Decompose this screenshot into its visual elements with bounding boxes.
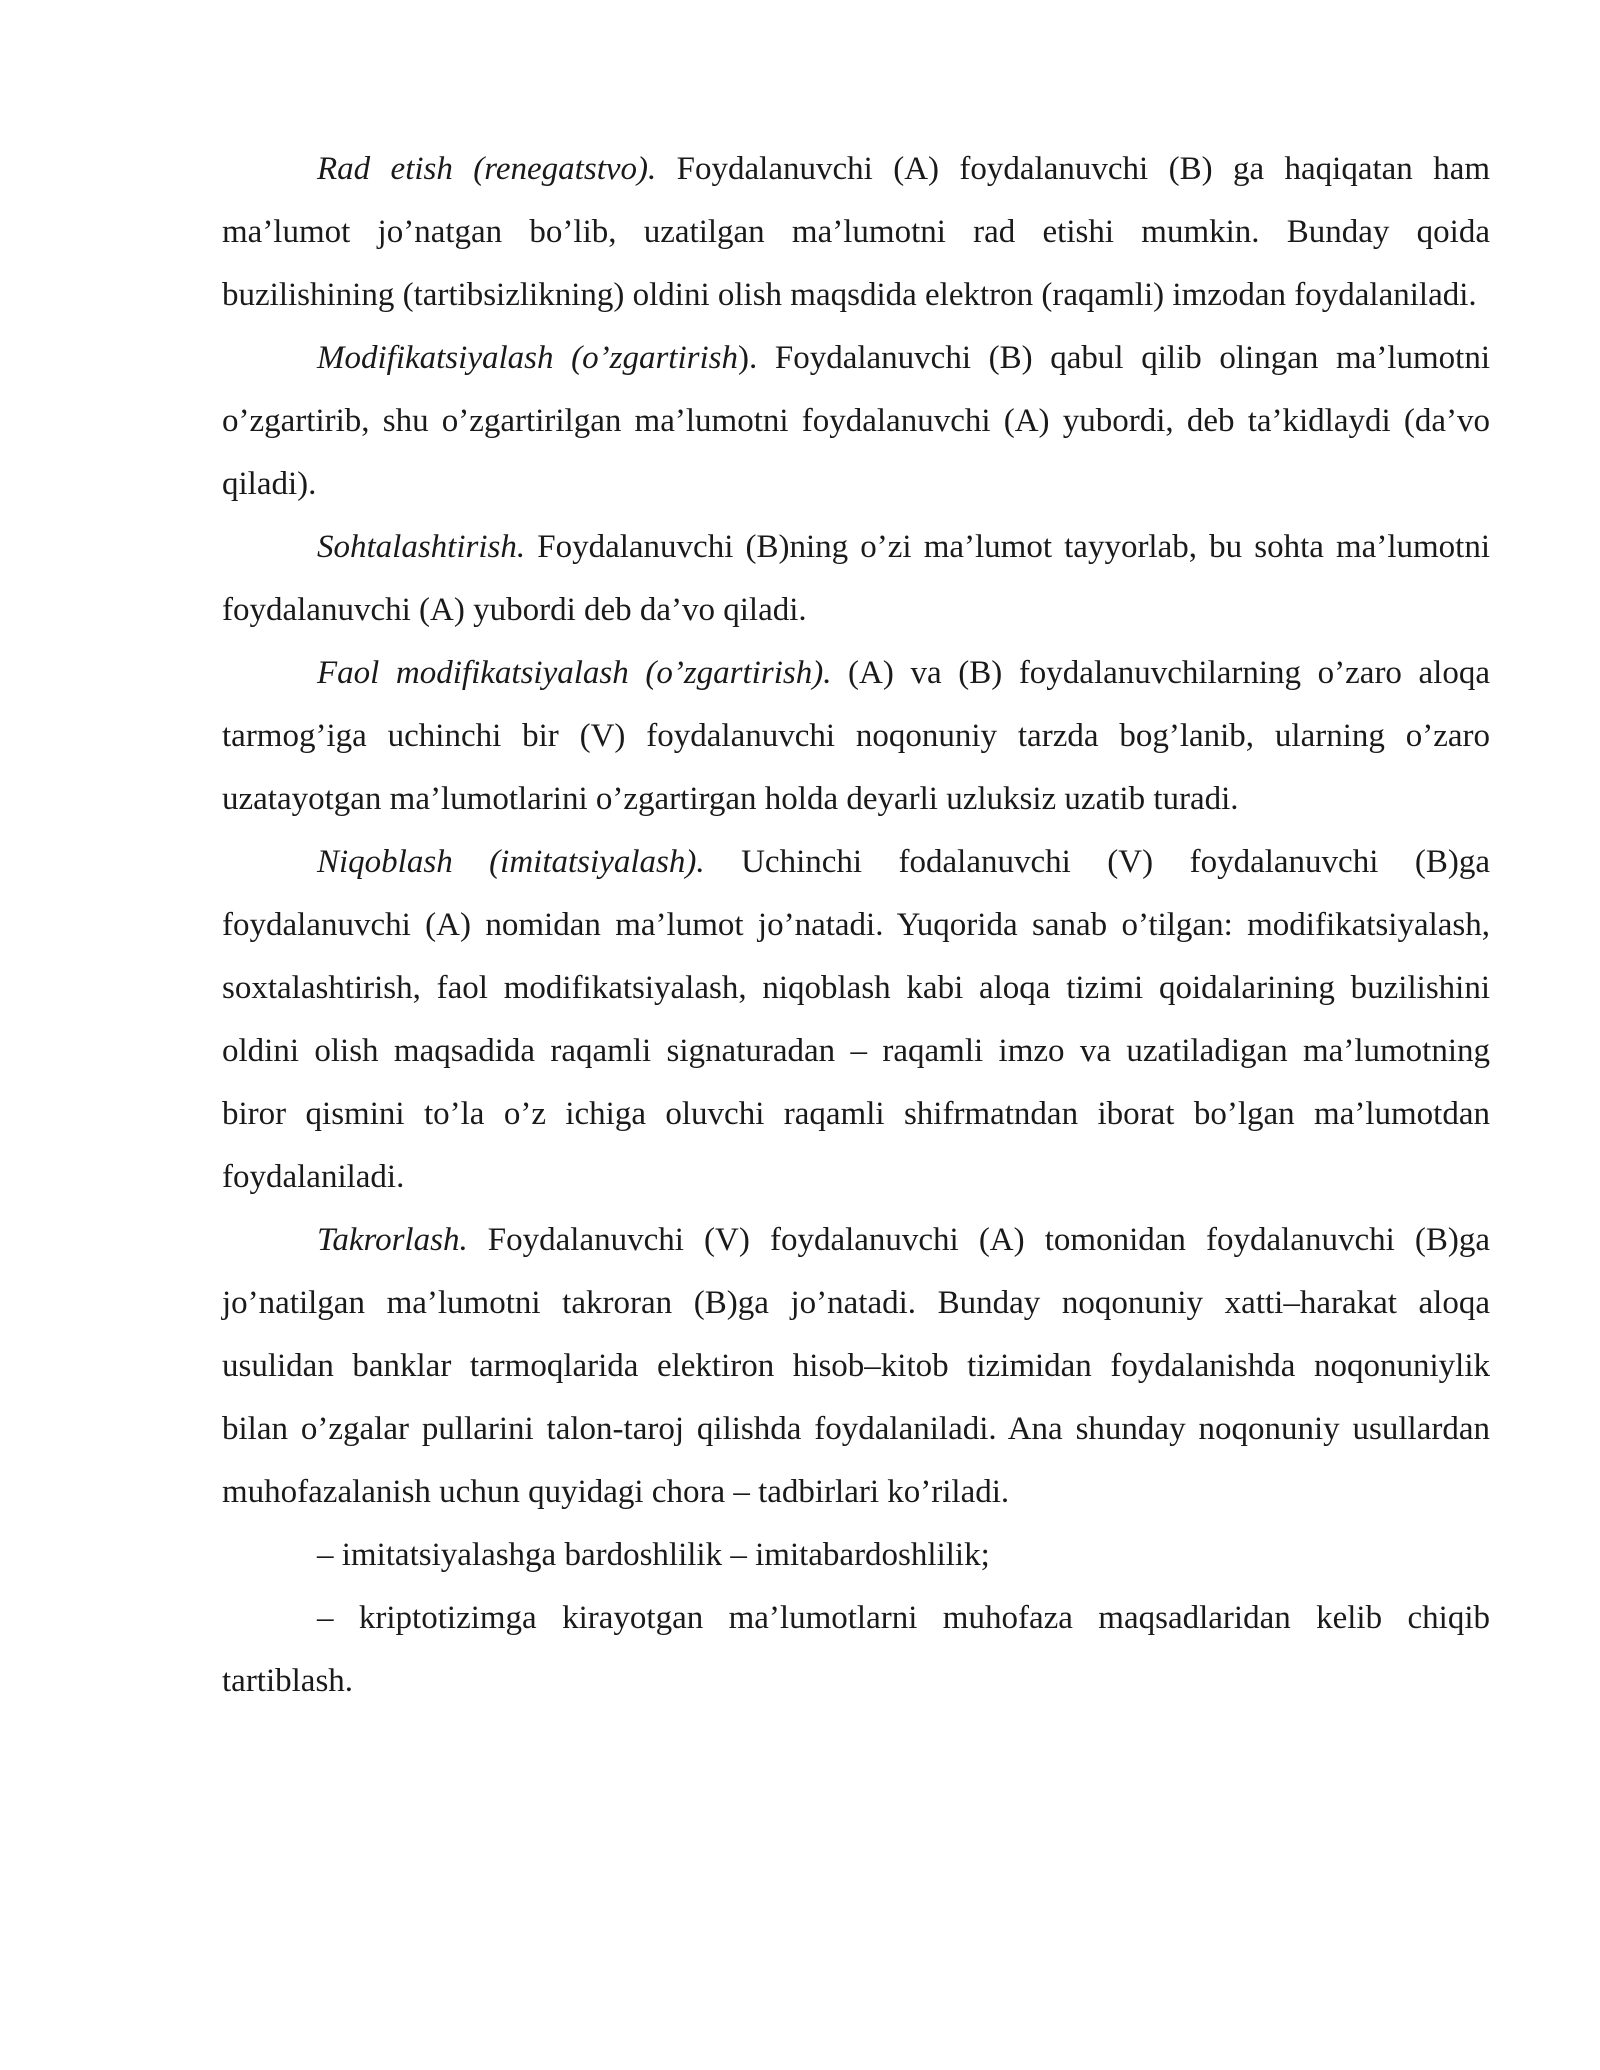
paragraph-term: Rad etish (renegatstvo). xyxy=(317,151,657,187)
paragraph-text: Foydalanuvchi (A) foydalanuvchi (B) ga haqiqatan ham ma’lumot jo’natgan bo’lib, uzatilgan ma’lumotni rad etishi mumkin. Bunday qoida buzilishining (tartibsizlikning) oldini olish maqsdida elektron (raqamli) imzodan foydalaniladi. xyxy=(222,151,1491,313)
paragraph-modifikatsiyalash xyxy=(222,327,1490,516)
paragraph-sohtalashtirish xyxy=(222,516,1490,642)
paragraph-takrorlash xyxy=(222,1209,1490,1524)
paragraph-term: Modifikatsiyalash (o’zgartirish xyxy=(317,340,738,376)
list-item-text: – kriptotizimga kirayotgan ma’lumotlarni muhofaza maqsadlaridan kelib chiqib tartiblash. xyxy=(222,1600,1490,1699)
paragraph-text: Foydalanuvchi (B)ning o’zi ma’lumot tayyorlab, bu sohta ma’lumotni foydalanuvchi (A) yubordi deb da’vo qiladi. xyxy=(222,529,1490,628)
list-item-tartiblash xyxy=(222,1587,1490,1713)
paragraph-term: Faol modifikatsiyalash (o’zgartirish). xyxy=(317,655,832,691)
paragraph-text: (A) va (B) foydalanuvchilarning o’zaro aloqa tarmog’iga uchinchi bir (V) foydalanuvchi noqonuniy tarzda bog’lanib, ularning o’zaro uzatayotgan ma’lumotlarini o’zgartirgan holda deyarli uzluksiz uzatib turadi. xyxy=(222,655,1490,817)
paragraph-term: Sohtalashtirish. xyxy=(317,529,526,565)
list-item-imitabardoshlilik xyxy=(222,1524,1490,1587)
paragraph-text: ). Foydalanuvchi (B) qabul qilib olingan ma’lumotni o’zgartirib, shu o’zgartirilgan ma’lumotni foydalanuvchi (A) yubordi, deb ta’kidlaydi (da’vo qiladi). xyxy=(222,340,1490,502)
paragraph-rad-etish xyxy=(222,138,1490,327)
paragraph-text: Uchinchi fodalanuvchi (V) foydalanuvchi (B)ga foydalanuvchi (A) nomidan ma’lumot jo’natadi. Yuqorida sanab o’tilgan: modifikatsiyalash, soxtalashtirish, faol modifikatsiyalash, niqoblash kabi aloqa tizimi qoidalarining buzilishini oldini olish maqsadida raqamli signaturadan – raqamli imzo va uzatiladigan ma’lumotning biror qismini to’la o’z ichiga oluvchi raqamli shifrmatndan iborat bo’lgan ma’lumotdan foydalaniladi. xyxy=(222,844,1490,1195)
paragraph-text: Foydalanuvchi (V) foydalanuvchi (A) tomonidan foydalanuvchi (B)ga jo’natilgan ma’lumotni takroran (B)ga jo’natadi. Bunday noqonuniy xatti–harakat aloqa usulidan banklar tarmoqlarida elektiron hisob–kitob tizimidan foydalanishda noqonuniylik bilan o’zgalar pullarini talon-taroj qilishda foydalaniladi. Ana shunday noqonuniy usullardan muhofazalanish uchun quyidagi chora – tadbirlari ko’riladi. xyxy=(222,1222,1490,1510)
paragraph-term: Takrorlash. xyxy=(317,1222,468,1258)
document-body xyxy=(222,138,1490,1713)
paragraph-niqoblash xyxy=(222,831,1490,1209)
list-item-text: – imitatsiyalashga bardoshlilik – imitabardoshlilik; xyxy=(317,1537,990,1573)
paragraph-term: Niqoblash (imitatsiyalash). xyxy=(317,844,705,880)
paragraph-faol-modifikatsiyalash xyxy=(222,642,1490,831)
